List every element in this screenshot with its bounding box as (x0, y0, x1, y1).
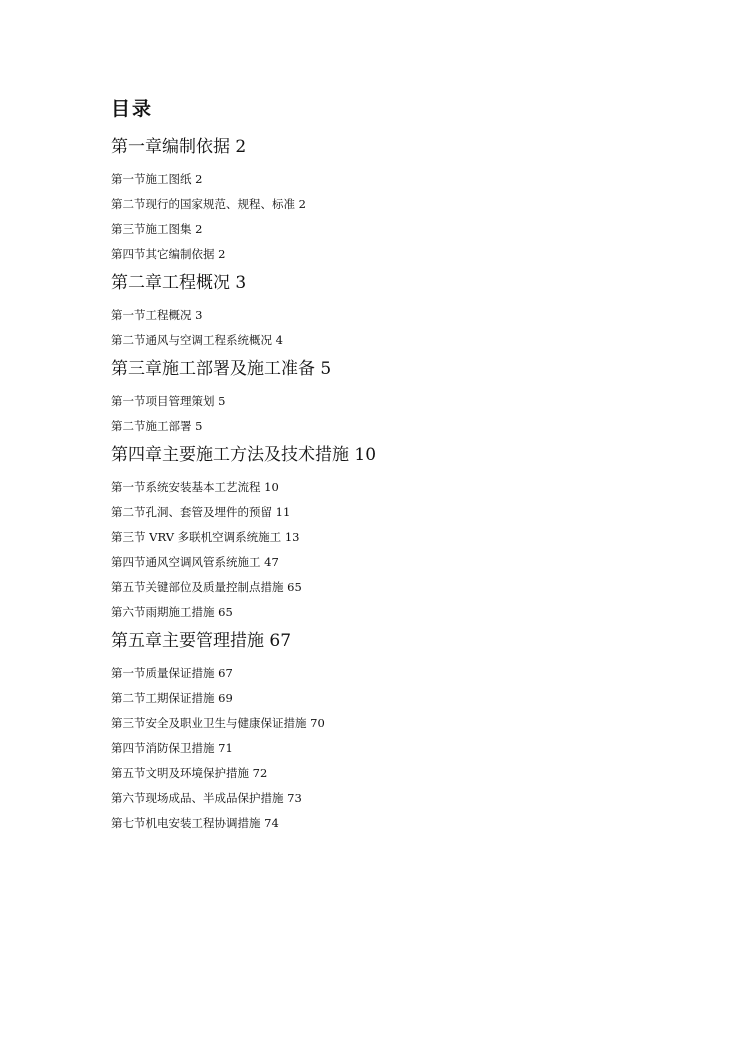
toc-section-5-7[interactable]: 第七节机电安装工程协调措施 74 (111, 816, 279, 830)
toc-section-2-2[interactable]: 第二节通风与空调工程系统概况 4 (111, 333, 283, 347)
toc-section-5-1[interactable]: 第一节质量保证措施 67 (111, 666, 233, 680)
toc-chapter-2[interactable]: 第二章工程概况 3 (111, 273, 247, 293)
toc-section-4-6[interactable]: 第六节雨期施工措施 65 (111, 605, 233, 619)
toc-section-5-5[interactable]: 第五节文明及环境保护措施 72 (111, 766, 268, 780)
toc-chapter-5[interactable]: 第五章主要管理措施 67 (111, 631, 292, 651)
toc-section-1-3[interactable]: 第三节施工图集 2 (111, 222, 203, 236)
table-of-contents (111, 132, 671, 844)
toc-section-5-2[interactable]: 第二节工期保证措施 69 (111, 691, 233, 705)
toc-section-4-5[interactable]: 第五节关键部位及质量控制点措施 65 (111, 580, 302, 594)
toc-section-3-1[interactable]: 第一节项目管理策划 5 (111, 394, 226, 408)
toc-section-5-3[interactable]: 第三节安全及职业卫生与健康保证措施 70 (111, 716, 325, 730)
toc-section-3-2[interactable]: 第二节施工部署 5 (111, 419, 203, 433)
toc-title: 目录 (111, 98, 154, 120)
toc-section-5-4[interactable]: 第四节消防保卫措施 71 (111, 741, 233, 755)
toc-section-2-1[interactable]: 第一节工程概况 3 (111, 308, 203, 322)
toc-section-5-6[interactable]: 第六节现场成品、半成品保护措施 73 (111, 791, 302, 805)
toc-section-1-4[interactable]: 第四节其它编制依据 2 (111, 247, 226, 261)
toc-chapter-1[interactable]: 第一章编制依据 2 (111, 137, 247, 157)
toc-section-4-3[interactable]: 第三节 VRV 多联机空调系统施工 13 (111, 530, 300, 544)
toc-chapter-4[interactable]: 第四章主要施工方法及技术措施 10 (111, 445, 377, 465)
toc-section-4-2[interactable]: 第二节孔洞、套管及埋件的预留 11 (111, 505, 291, 519)
toc-section-4-1[interactable]: 第一节系统安装基本工艺流程 10 (111, 480, 279, 494)
toc-section-1-1[interactable]: 第一节施工图纸 2 (111, 172, 203, 186)
toc-chapter-3[interactable]: 第三章施工部署及施工准备 5 (111, 359, 332, 379)
toc-section-4-4[interactable]: 第四节通风空调风管系统施工 47 (111, 555, 279, 569)
toc-section-1-2[interactable]: 第二节现行的国家规范、规程、标准 2 (111, 197, 306, 211)
